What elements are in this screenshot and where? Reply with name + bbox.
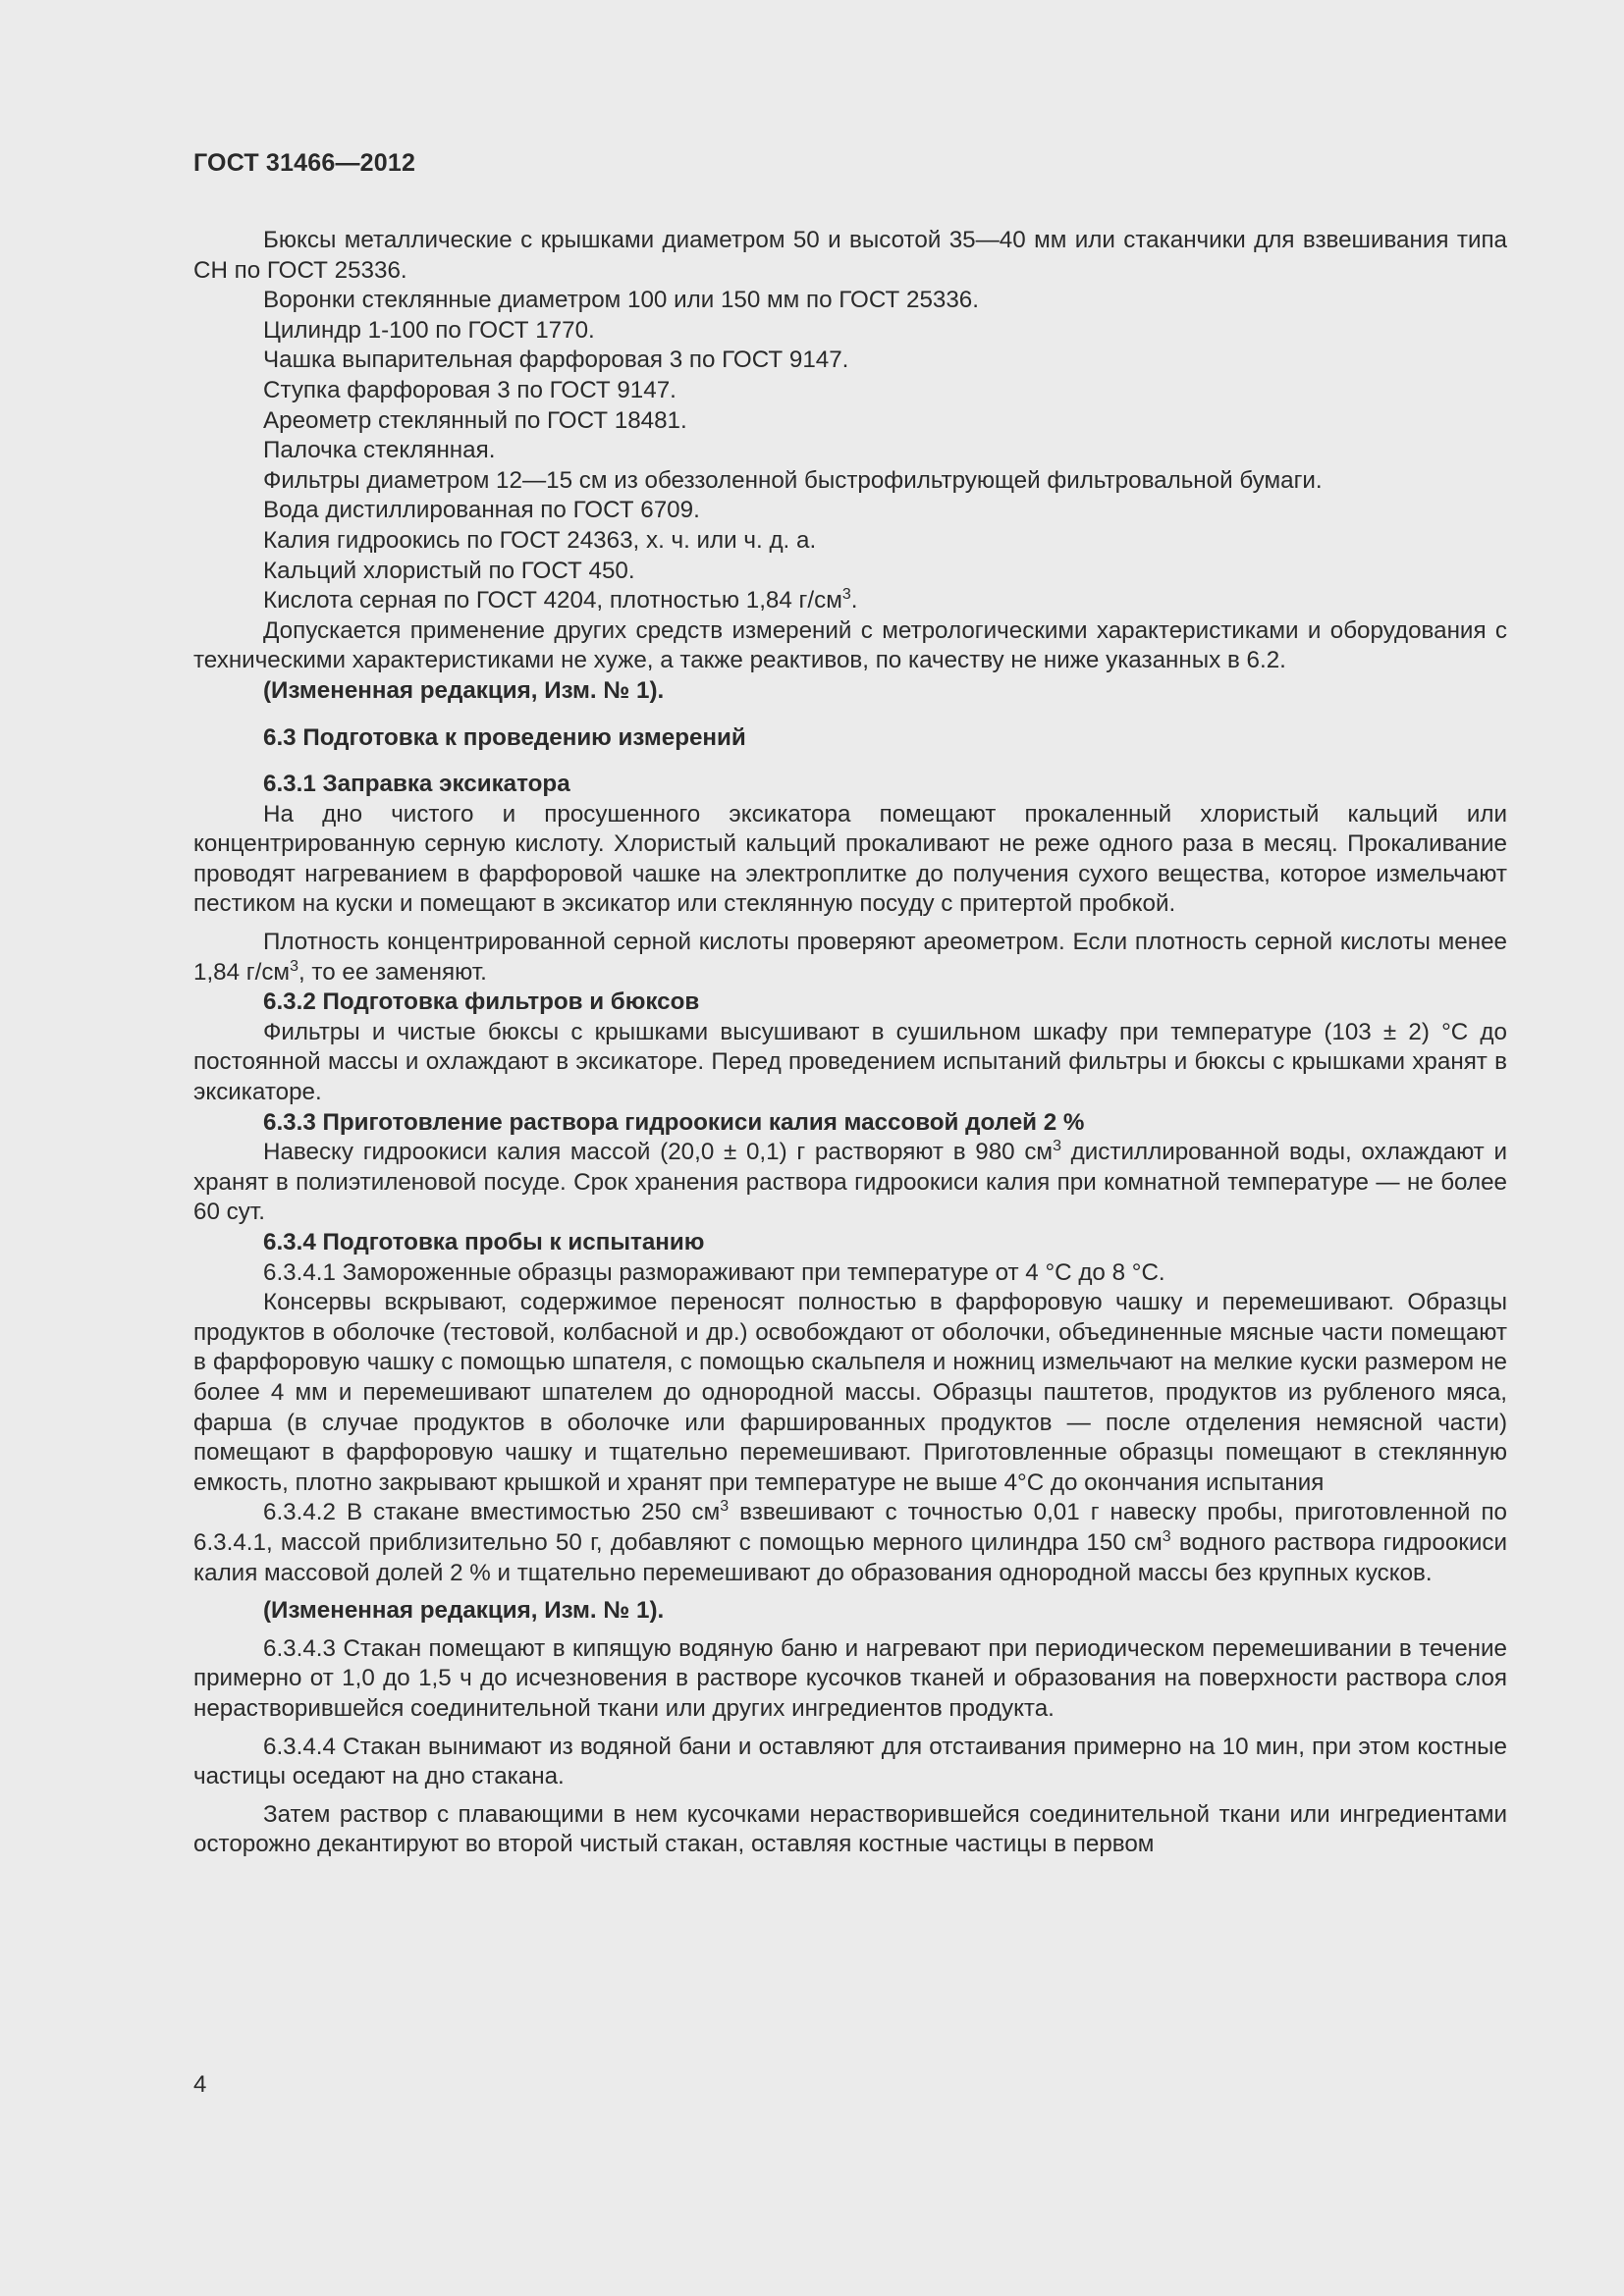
paragraph: Чашка выпарительная фарфоровая 3 по ГОСТ 9147.: [263, 347, 849, 374]
amendment-note: (Измененная редакция, Изм. № 1).: [263, 1597, 665, 1625]
page-number: 4: [193, 2071, 207, 2098]
paragraph: 6.3.4.1 Замороженные образцы размораживают при температуре от 4 °С до 8 °С.: [263, 1258, 1165, 1286]
superscript: 3: [841, 586, 851, 604]
subsection-heading: 6.3.4 Подготовка пробы к испытанию: [263, 1229, 705, 1255]
text-run: Плотность концентрированной серной кислоты проверяют ареометром. Если плотность серной кислоты менее 1,84 г/см: [193, 929, 1507, 986]
text-run: 6.3.4.2 В стакане вместимостью 250 см: [263, 1499, 721, 1526]
paragraph: Ступка фарфоровая 3 по ГОСТ 9147.: [263, 376, 677, 403]
paragraph: Вода дистиллированная по ГОСТ 6709.: [263, 497, 700, 524]
paragraph: 6.3.4.3 Стакан помещают в кипящую водяную баню и нагревают при периодическом перемешивании в течение примерно от 1,0 до 1,5 ч до исчезновения в растворе кусочков тканей и образования на поверхности раствора слоя нерастворившейся соединительной ткани или других ингредиентов продукта.: [193, 1634, 1507, 1722]
paragraph: [193, 928, 1507, 988]
superscript: 3: [290, 957, 298, 975]
paragraph: Бюксы металлические с крышками диаметром 50 и высотой 35—40 мм или стаканчики для взвешивания типа СН по ГОСТ 25336.: [193, 227, 1507, 284]
superscript: 3: [720, 1498, 730, 1516]
paragraph: Цилиндр 1-100 по ГОСТ 1770.: [263, 316, 595, 344]
subsection-heading: 6.3.3 Приготовление раствора гидроокиси калия массовой долей 2 %: [263, 1108, 1085, 1136]
text-run: .: [850, 587, 858, 614]
paragraph: Фильтры и чистые бюксы с крышками высушивают в сушильном шкафу при температуре (103 ± 2) °С до постоянной массы и охлаждают в эксикаторе. Перед проведением испытаний фильтры и бюксы с крышками хранят в эксикаторе.: [193, 1018, 1507, 1106]
superscript: 3: [1053, 1138, 1061, 1155]
paragraph: Калия гидроокись по ГОСТ 24363, х. ч. или ч. д. а.: [263, 526, 817, 554]
paragraph: [193, 1498, 1507, 1588]
paragraph: [193, 1138, 1507, 1228]
subsection-heading: 6.3.2 Подготовка фильтров и бюксов: [263, 988, 700, 1016]
document-body: [193, 226, 1507, 1860]
paragraph: Палочка стеклянная.: [263, 437, 496, 464]
text-run: Навеску гидроокиси калия массой (20,0 ± 0,1) г растворяют в 980 см: [263, 1139, 1054, 1166]
paragraph: Затем раствор с плавающими в нем кусочками нерастворившейся соединительной ткани или ингредиентами осторожно декантируют во второй чистый стакан, оставляя костные частицы в первом: [193, 1800, 1507, 1858]
paragraph: Ареометр стеклянный по ГОСТ 18481.: [263, 406, 687, 434]
text-run: Кислота серная по ГОСТ 4204, плотностью 1,84 г/см: [263, 587, 842, 614]
paragraph: На дно чистого и просушенного эксикатора помещают прокаленный хлористый кальций или концентрированную серную кислоту. Хлористый кальций прокаливают не реже одного раза в месяц. Прокаливание проводят нагреванием в фарфоровой чашке на электроплитке до получения сухого вещества, которое измельчают пестиком на куски и помещают в эксикатор или стеклянную посуду с притертой пробкой.: [193, 800, 1507, 918]
subsection-heading: 6.3.1 Заправка эксикатора: [263, 771, 570, 798]
document-header: ГОСТ 31466—2012: [193, 149, 416, 177]
amendment-note: (Измененная редакция, Изм. № 1).: [263, 676, 665, 704]
text-run: водного раствора гидроокиси калия массовой долей 2 % и тщательно перемешивают до образования однородной массы без крупных кусков.: [193, 1528, 1507, 1586]
paragraph: [193, 586, 1507, 616]
paragraph: Фильтры диаметром 12—15 см из обеззоленной быстрофильтрующей фильтровальной бумаги.: [263, 466, 1323, 494]
paragraph: 6.3.4.4 Стакан вынимают из водяной бани и оставляют для отстаивания примерно на 10 мин, при этом костные частицы оседают на дно стакана.: [193, 1733, 1507, 1790]
text-run: дистиллированной воды, охлаждают и хранят в полиэтиленовой посуде. Срок хранения раствора гидроокиси калия при комнатной температуре — не более 60 сут.: [193, 1139, 1507, 1226]
section-heading: 6.3 Подготовка к проведению измерений: [263, 723, 746, 751]
text-run: взвешивают с точностью 0,01 г навеску пробы, приготовленной по 6.3.4.1, массой приблизительно 50 г, добавляют с помощью мерного цилиндра 150 см: [193, 1499, 1507, 1556]
paragraph: Кальций хлористый по ГОСТ 450.: [263, 557, 635, 584]
superscript: 3: [1162, 1527, 1171, 1545]
paragraph: Консервы вскрывают, содержимое переносят полностью в фарфоровую чашку и перемешивают. Образцы продуктов в оболочке (тестовой, колбасной и др.) освобождают от оболочки, объединенные мясные части помещают в фарфоровую чашку с помощью шпателя, с помощью скальпеля и ножниц измельчают на мелкие куски размером не более 4 мм и перемешивают шпателем до однородной массы. Образцы паштетов, продуктов из рубленого мяса, фарша (в случае продуктов в оболочке или фаршированных продуктов — после отделения немясной части) помещают в фарфоровую чашку и тщательно перемешивают. Приготовленные образцы помещают в стеклянную емкость, плотно закрывают крышкой и хранят при температуре не выше 4°С до окончания испытания: [193, 1289, 1507, 1496]
paragraph: Допускается применение других средств измерений с метрологическими характеристиками и оборудования с техническими характеристиками не хуже, а также реактивов, по качеству не ниже указанных в 6.2.: [193, 616, 1507, 674]
paragraph: Воронки стеклянные диаметром 100 или 150 мм по ГОСТ 25336.: [263, 287, 979, 314]
text-run: , то ее заменяют.: [298, 958, 487, 986]
